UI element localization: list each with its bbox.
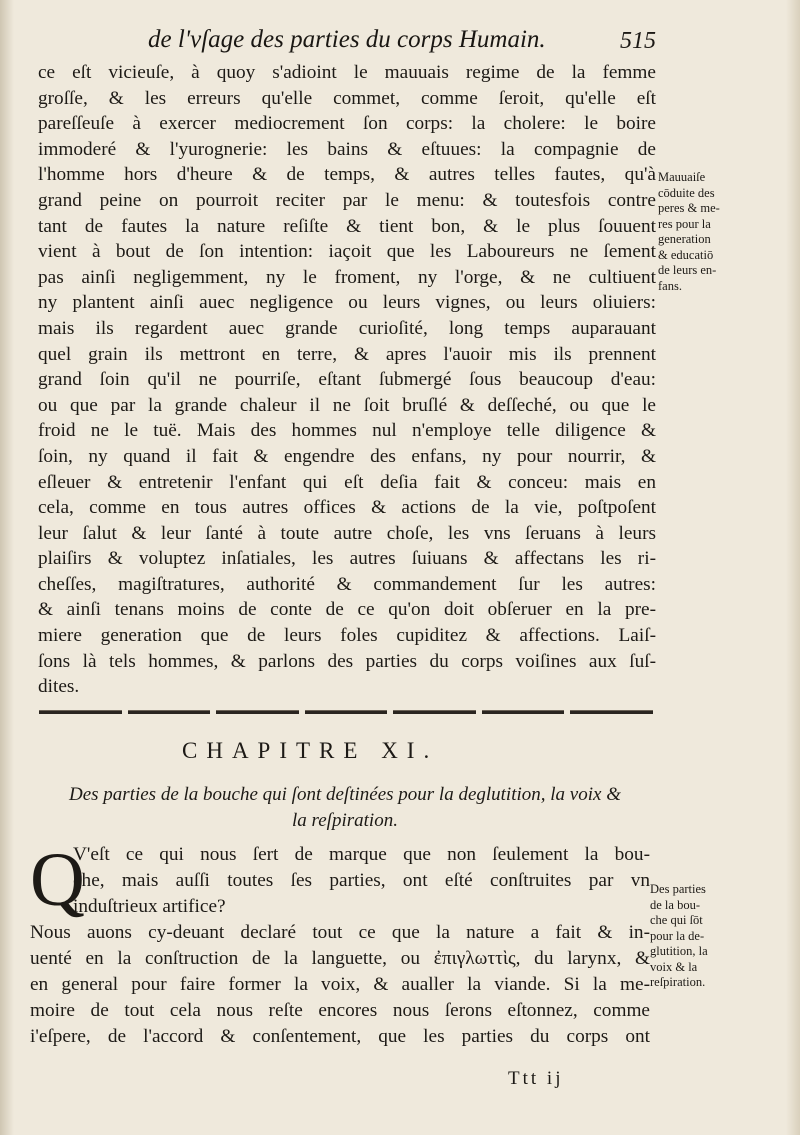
text-line: ce eſt vicieuſe, à quoy s'adioint le mauuais regime de la femme <box>38 62 656 83</box>
chapter-subtitle <box>30 782 660 834</box>
ornamental-rule <box>36 708 656 716</box>
text-line: cheſſes, magiſtratures, authorité & commandement ſur les autres: <box>38 573 656 595</box>
margin-note-line: reſpiration. <box>650 975 706 989</box>
text-line: quel grain ils mettront en terre, & apres l'auoir mis ils prennent <box>38 343 656 365</box>
chapter-heading: CHAPITRE XI. <box>182 738 439 763</box>
margin-note-line: glutition, la <box>650 944 708 958</box>
text-line: induſtrieux artifice? <box>73 896 226 917</box>
text-line: froid ne le tuë. Mais des hommes nul n'employe telle diligence & <box>38 420 656 442</box>
text-line: grand ſoin qu'il ne pourriſe, eſtant ſubmergé ſous beaucoup d'eau: <box>38 369 656 391</box>
text-line: plaiſirs & voluptez inſatiales, les autres ſuiuans & affectans les ri- <box>38 548 656 570</box>
margin-note-line: & educatiō <box>658 247 714 262</box>
text-line: tant de fautes la nature reſiſte & tient bon, & le plus ſouuent <box>38 215 656 237</box>
text-line: & ainſi tenans moins de conte de ce qu'on doit obſeruer en la pre- <box>38 599 656 621</box>
text-line: dites. <box>38 676 80 698</box>
text-line: pareſſeuſe à exercer mediocrement ſon corps: la cholere: le boire <box>38 113 656 135</box>
text-line: uenté en la conſtruction de la languette, ou ἐπιγλωττὶς, du larynx, & <box>30 948 650 969</box>
margin-note-line: Des parties <box>650 882 706 896</box>
margin-note-line: res pour la <box>658 216 711 231</box>
rule-segment <box>393 710 476 714</box>
chapter-paragraph <box>30 838 650 1050</box>
margin-note-line: che qui ſōt <box>650 913 703 927</box>
text-line: vient à bout de ſon intention: iaçoit que les Laboureurs ne ſement <box>38 241 656 263</box>
text-line: mais ils regardent auec grande curioſité, long temps auparauant <box>38 317 656 339</box>
margin-note-line: generation <box>658 232 711 246</box>
text-line: ny plantent ainſi auec negligence ou leurs vignes, ou leurs oliuiers: <box>38 292 656 314</box>
page-edge-left <box>0 0 14 1135</box>
rule-segment <box>482 710 565 714</box>
margin-note-line: peres & me- <box>658 201 720 215</box>
text-line: V'eſt ce qui nous ſert de marque que non ſeulement la bou- <box>73 844 650 865</box>
text-line: ſons là tels hommes, & parlons des parties du corps voiſines aux ſuſ- <box>38 650 656 672</box>
running-head: de l'vſage des parties du corps Humain. <box>148 26 546 53</box>
page-number: 515 <box>620 28 656 54</box>
rule-segment <box>305 710 388 714</box>
text-line: che, mais auſſi toutes ſes parties, ont eſté conſtruites par vn <box>73 870 650 891</box>
text-line: pas ainſi negligemment, ny le froment, ny l'orge, & ne cultiuent <box>38 266 656 288</box>
text-line: ou que par la grande chaleur il ne ſoit bruſlé & deſſeché, ou que le <box>38 394 656 416</box>
rule-segment <box>39 710 122 714</box>
text-line: eſleuer & entretenir l'enfant qui eſt deſia fait & conceu: mais en <box>38 471 656 493</box>
margin-note-line: de leurs en- <box>658 263 717 277</box>
page-edge-right <box>786 0 800 1135</box>
margin-note <box>650 882 708 991</box>
page-header <box>0 22 800 58</box>
text-line: i'eſpere, de l'accord & conſentement, que les parties du corps ont <box>30 1026 650 1047</box>
text-line: ſoin, ny quand il fait & engendre des enfans, ny pour nourrir, & <box>38 445 656 467</box>
drop-cap: Q <box>30 838 85 922</box>
chapter-subtitle-line: Des parties de la bouche qui ſont deſtinées pour la deglutition, la voix & <box>69 784 621 805</box>
margin-note-line: de la bou- <box>650 897 700 912</box>
text-line: cela, comme en tous autres offices & actions de la vie, poſtpoſent <box>38 497 656 519</box>
text-line: moire de tout cela nous reſte encores nous ſerons eſtonnez, comme <box>30 1000 650 1021</box>
margin-note-line: fans. <box>658 278 682 293</box>
margin-note-line: Mauuaiſe <box>658 170 706 184</box>
text-line: immoderé & l'yurognerie: les bains & eſtuues: la compagnie de <box>38 138 656 160</box>
text-line: Nous auons cy-deuant declaré tout ce que la nature a fait & in- <box>30 922 650 943</box>
main-paragraph <box>38 60 656 700</box>
margin-note-line: pour la de- <box>650 928 705 943</box>
rule-segment <box>570 710 653 714</box>
rule-segment <box>216 710 299 714</box>
margin-note <box>658 170 720 294</box>
margin-note-line: voix & la <box>650 959 698 974</box>
text-line: en general pour faire former la voix, & aualler la viande. Si la me- <box>30 974 650 995</box>
margin-note-line: cōduite des <box>658 185 715 200</box>
text-line: miere generation que de leurs foles cupiditez & affections. Laiſ- <box>38 625 656 647</box>
text-line: leur ſalut & leur ſanté à toute autre choſe, les vns ſeruans à leurs <box>38 522 656 544</box>
text-line: l'homme hors d'heure & de temps, & autres telles fautes, qu'à <box>38 164 656 186</box>
text-line: grand peine on pourroit reciter par le menu: & toutesfois contre <box>38 189 656 211</box>
rule-segment <box>128 710 211 714</box>
catchword: Ttt ij <box>508 1068 564 1089</box>
text-line: groſſe, & les erreurs qu'elle commet, comme ſeroit, qu'elle eſt <box>38 87 656 109</box>
chapter-subtitle-line: la reſpiration. <box>292 810 398 831</box>
